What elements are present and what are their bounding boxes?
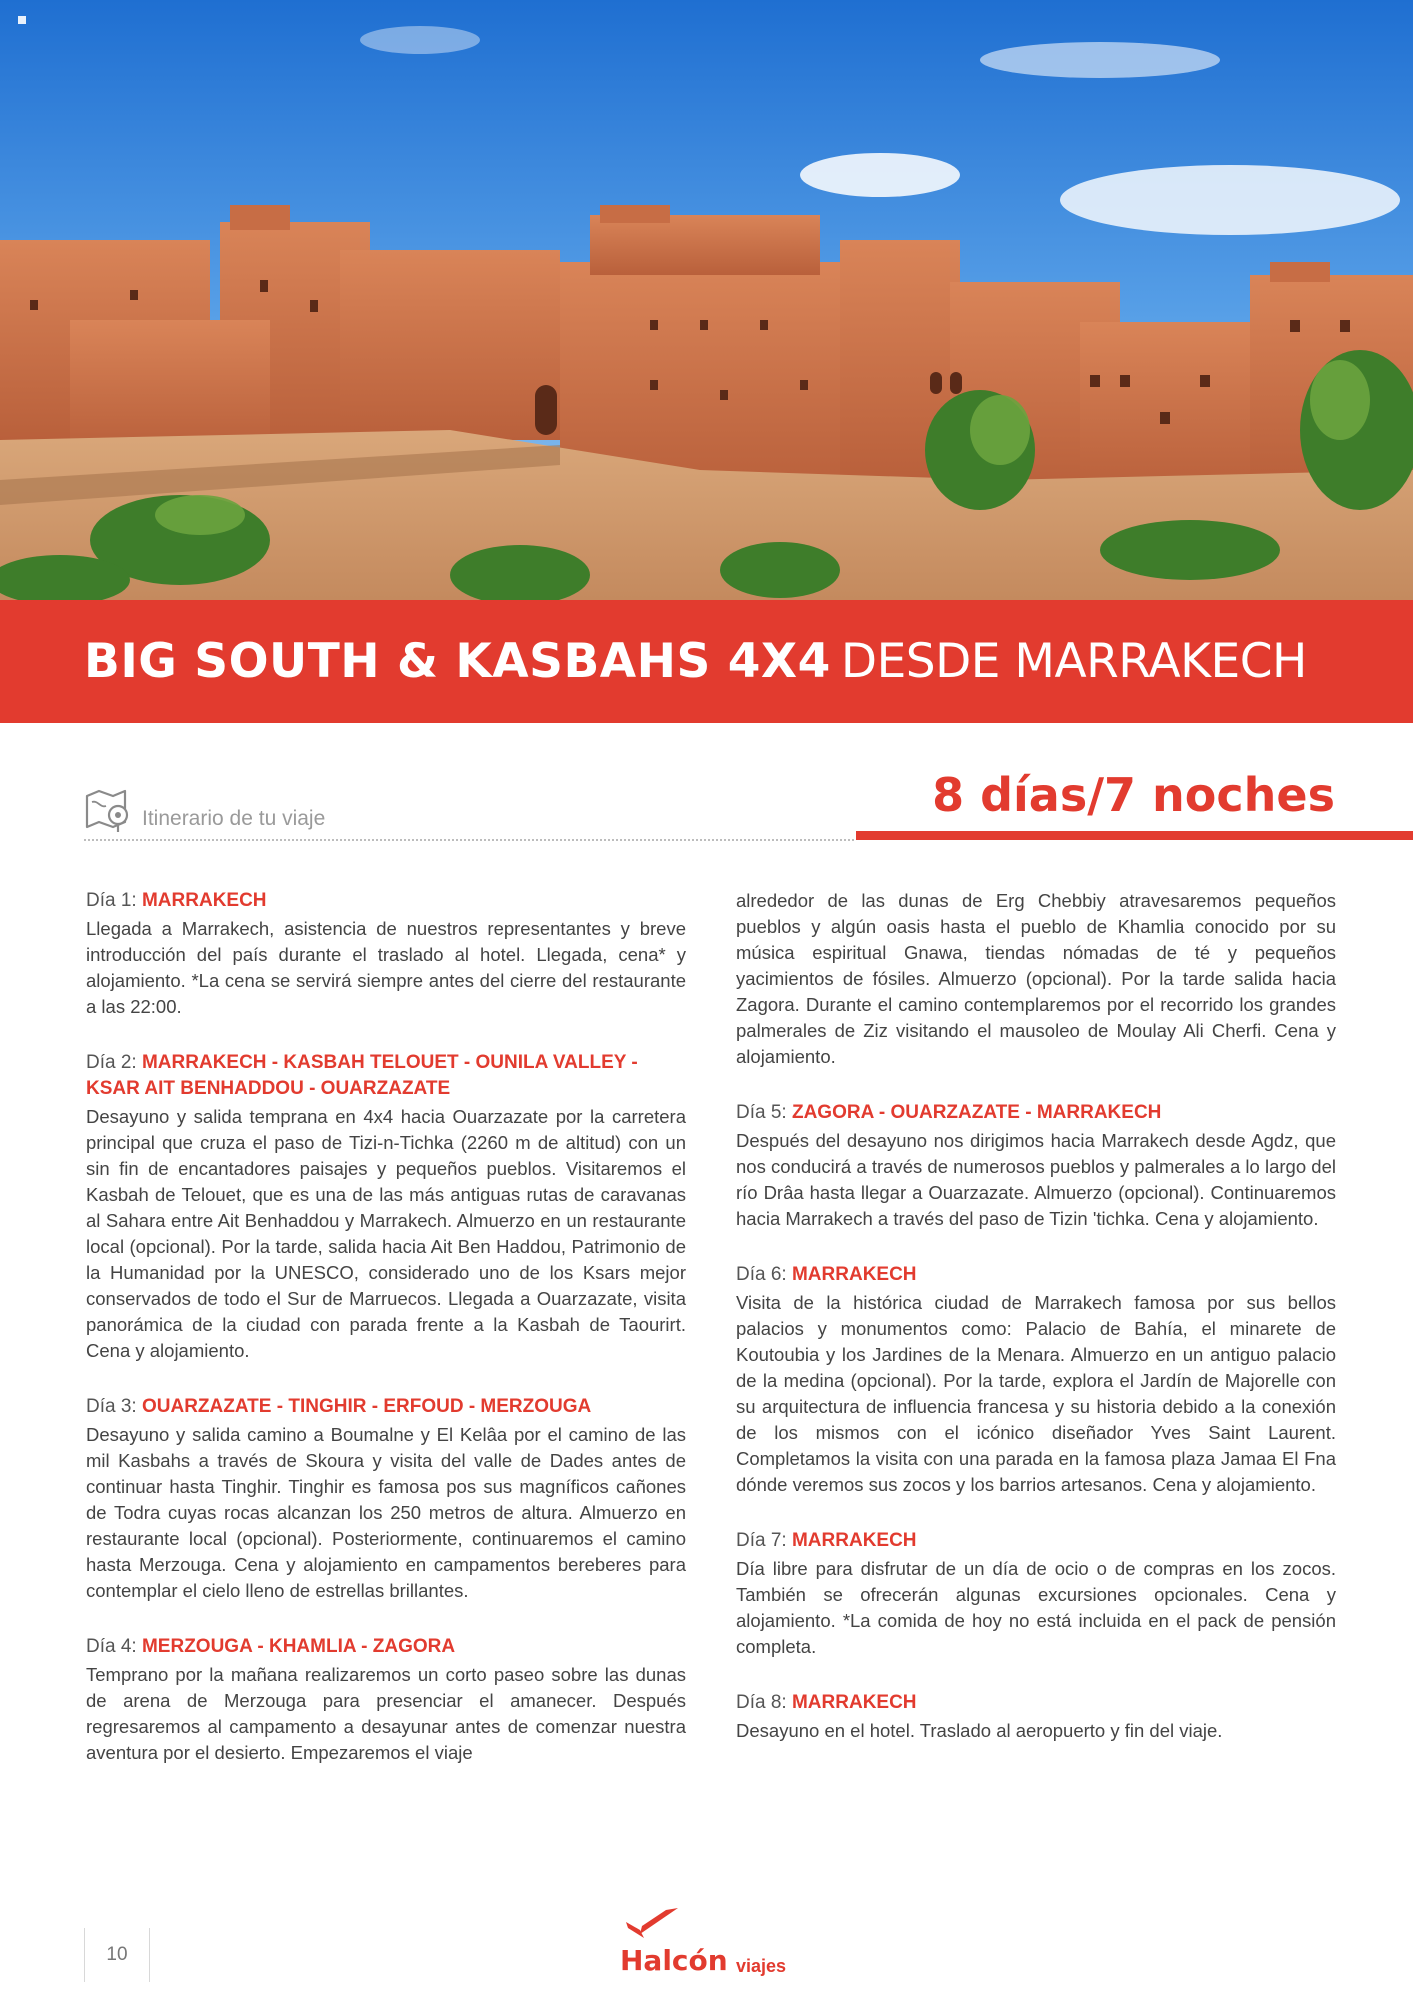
day-heading — [86, 888, 686, 914]
itinerary-column-left — [86, 888, 686, 1796]
day-destination: MARRAKECH — [141, 890, 267, 911]
day-destination: MARRAKECH - KASBAH TELOUET - OUNILA VALLEY - KSAR AIT BENHADDOU - OUARZAZATE — [86, 1052, 638, 1099]
title-band — [0, 600, 1413, 723]
title-light: DESDE MARRAKECH — [840, 634, 1307, 689]
day-heading — [86, 1634, 686, 1660]
day-destination: OUARZAZATE - TINGHIR - ERFOUD - MERZOUGA — [141, 1396, 592, 1417]
kasbah-landscape-illustration — [0, 0, 1413, 600]
day-destination: ZAGORA - OUARZAZATE - MARRAKECH — [791, 1102, 1162, 1123]
day-5 — [736, 1100, 1336, 1232]
day-description: Visita de la histórica ciudad de Marrakech famosa por sus bellos palacios y monumentos como: Palacio de Bahía, el minarete de Koutoubia y los Jardines de la Menara. Almuerzo en un antiguo palacio de la medina (opcional). Por la tarde, explora el Jardín de Majorelle con su arquitectura de influencia francesa y su historia debido a la conexión de los mismos con el icónico diseñador Yves Saint Laurent. Completamos la visita con una parada en la famosa plaza Jamaa El Fna dónde veremos sus zocos y los barrios artesanos. Cena y alojamiento. — [736, 1292, 1336, 1495]
day-7 — [736, 1528, 1336, 1660]
day-destination: MARRAKECH — [791, 1264, 917, 1285]
day-heading — [86, 1050, 686, 1102]
page-number: 10 — [84, 1928, 150, 1982]
day-destination: MARRAKECH — [791, 1530, 917, 1551]
day-4-continued — [736, 888, 1336, 1070]
day-8 — [736, 1690, 1336, 1744]
day-description: Desayuno en el hotel. Traslado al aeropuerto y fin del viaje. — [736, 1720, 1223, 1741]
day-6 — [736, 1262, 1336, 1498]
day-label: Día 4: — [86, 1636, 137, 1657]
day-description: Temprano por la mañana realizaremos un corto paseo sobre las dunas de arena de Merzouga para presenciar el amanecer. Después regresaremos al campamento a desayunar antes de comenzar nuestra aventura por el desierto. Empezaremos el viaje — [86, 1664, 686, 1763]
day-heading — [86, 1394, 686, 1420]
day-label: Día 2: — [86, 1052, 137, 1073]
day-label: Día 7: — [736, 1530, 787, 1551]
halcon-logo — [618, 1904, 798, 1984]
hero-image — [0, 0, 1413, 600]
day-description: Desayuno y salida camino a Boumalne y El Kelâa por el camino de las mil Kasbahs a través de Skoura y visita del valle de Dades antes de continuar hasta Tinghir. Tinghir es famosa pos sus magníficos cañones de Todra cuyas rocas alcanzan los 250 metros de altura. Almuerzo en restaurante local (opcional). Posteriormente, continuaremos el camino hasta Merzouga. Cena y alojamiento en campamentos bereberes para contemplar el cielo lleno de estrellas brillantes. — [86, 1424, 686, 1601]
day-label: Día 1: — [86, 890, 137, 911]
day-heading — [736, 1100, 1336, 1126]
itinerary-column-right — [736, 888, 1336, 1774]
logo-brand: Halcón — [620, 1944, 728, 1977]
day-description: Día libre para disfrutar de un día de ocio o de compras en los zocos. También se ofrecerán algunas excursiones opcionales. Cena y alojamiento. *La comida de hoy no está incluida en el pack de pensión completa. — [736, 1558, 1336, 1657]
day-label: Día 8: — [736, 1692, 787, 1713]
logo-sub: viajes — [736, 1956, 787, 1976]
itinerary-divider — [84, 839, 854, 841]
day-description: alrededor de las dunas de Erg Chebbiy atravesaremos pequeños pueblos y algún oasis hasta el pueblo de Khamlia conocido por su música espiritual Gnawa, tiendas nómadas de té y pequeños yacimientos de fósiles. Almuerzo (opcional). Por la tarde salida hacia Zagora. Durante el camino contemplaremos por el recorrido los grandes palmerales de Ziz visitando el mausoleo de Moulay Ali Cherfi. Cena y alojamiento. — [736, 890, 1336, 1067]
day-heading — [736, 1690, 1336, 1716]
check-icon — [622, 1904, 682, 1944]
itinerary-header — [84, 788, 325, 834]
day-1 — [86, 888, 686, 1020]
day-description: Desayuno y salida temprana en 4x4 hacia Ouarzazate por la carretera principal que cruza el paso de Tizi-n-Tichka (2260 m de altitud) con un sin fin de encantadores paisajes y pequeños pueblos. Visitaremos el Kasbah de Telouet, que es una de las más antiguas rutas de caravanas al Sahara entre Ait Benhaddou y Marrakech. Almuerzo en un restaurante local (opcional). Por la tarde, salida hacia Ait Ben Haddou, Patrimonio de la Humanidad por la UNESCO, considerado uno de los Ksars mejor conservados de todo el Sur de Marruecos. Llegada a Ouarzazate, visita panorámica de la ciudad con parada frente a la Kasbah de Taourirt. Cena y alojamiento. — [86, 1106, 686, 1361]
map-pin-icon — [84, 788, 132, 834]
day-heading — [736, 1528, 1336, 1554]
itinerary-label: Itinerario de tu viaje — [142, 807, 326, 830]
day-destination: MERZOUGA - KHAMLIA - ZAGORA — [141, 1636, 456, 1657]
day-label: Día 3: — [86, 1396, 137, 1417]
day-2 — [86, 1050, 686, 1364]
day-description: Llegada a Marrakech, asistencia de nuestros representantes y breve introducción del país durante el traslado al hotel. Llegada, cena* y alojamiento. *La cena se servirá siempre antes del cierre del restaurante a las 22:00. — [86, 918, 686, 1017]
day-4 — [86, 1634, 686, 1766]
title-bold: BIG SOUTH & KASBAHS 4X4 — [84, 634, 831, 689]
day-label: Día 6: — [736, 1264, 787, 1285]
duration-underline — [856, 831, 1413, 840]
day-description: Después del desayuno nos dirigimos hacia Marrakech desde Agdz, que nos conducirá a través de numerosos pueblos y palmerales a lo largo del río Drâa hasta llegar a Ouarzazate. Almuerzo (opcional). Continuaremos hacia Marrakech a través del paso de Tizin 'tichka. Cena y alojamiento. — [736, 1130, 1336, 1229]
day-destination: MARRAKECH — [791, 1692, 917, 1713]
day-3 — [86, 1394, 686, 1604]
day-label: Día 5: — [736, 1102, 787, 1123]
duration-heading: 8 días/7 noches — [932, 768, 1335, 822]
day-heading — [736, 1262, 1336, 1288]
